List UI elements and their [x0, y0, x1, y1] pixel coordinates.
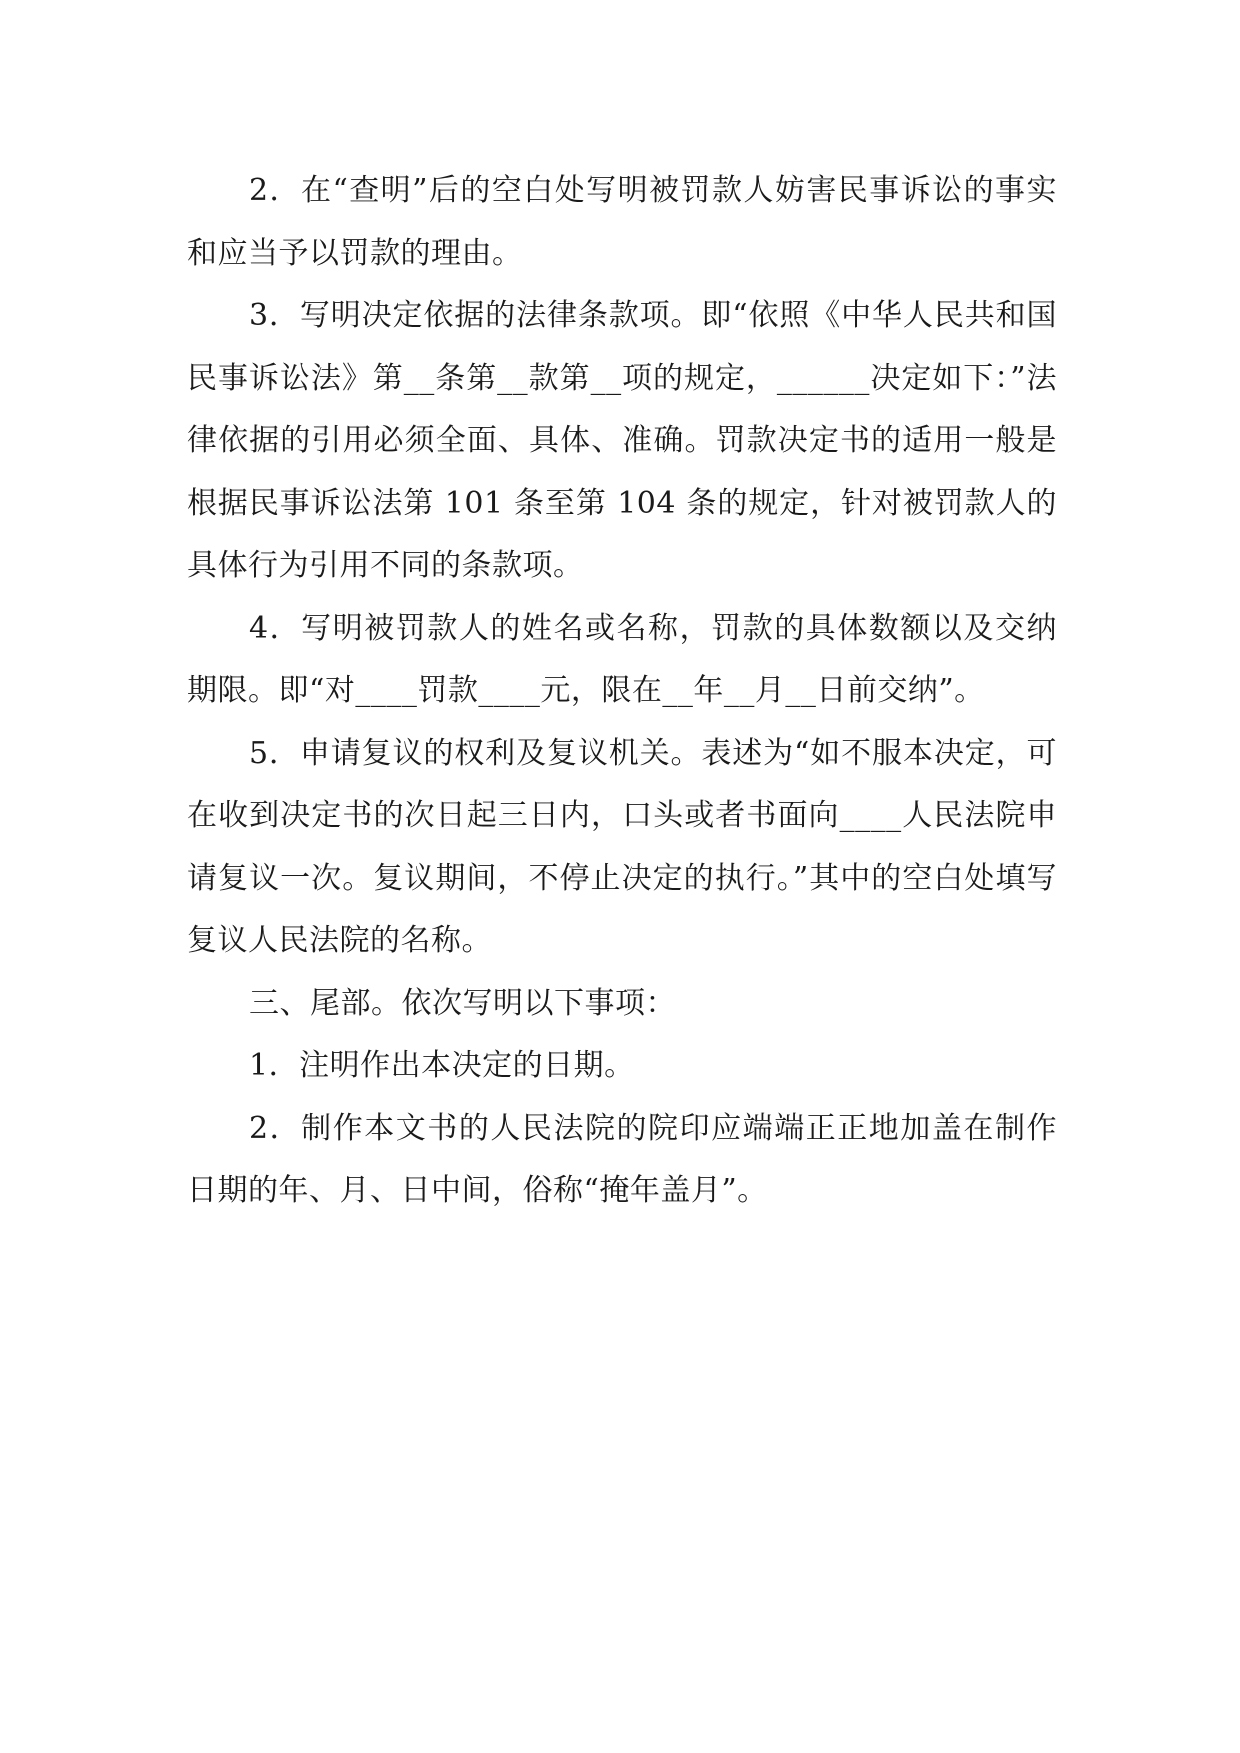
paragraph-item-4-fine-amount: 4．写明被罚款人的姓名或名称，罚款的具体数额以及交纳期限。即“对____罚款____元，限在__年__月__日前交纳”。 — [187, 610, 1057, 708]
paragraph-closing-item-1-date: 1．注明作出本决定的日期。 — [249, 1048, 635, 1083]
paragraph-item-2-facts: 2．在“查明”后的空白处写明被罚款人妨害民事诉讼的事实和应当予以罚款的理由。 — [187, 173, 1057, 271]
section-heading-closing: 三、尾部。依次写明以下事项： — [249, 985, 676, 1021]
paragraph-closing-item-2-seal: 2．制作本文书的人民法院的院印应端端正正地加盖在制作日期的年、月、日中间，俗称“掩年盖月”。 — [187, 1110, 1057, 1208]
paragraph-item-5-review-rights: 5．申请复议的权利及复议机关。表述为“如不服本决定，可在收到决定书的次日起三日内，口头或者书面向____人民法院申请复议一次。复议期间，不停止决定的执行。”其中的空白处填写复议人民法院的名称。 — [187, 735, 1057, 958]
paragraph-item-3-legal-basis: 3．写明决定依据的法律条款项。即“依照《中华人民共和国民事诉讼法》第__条第__款第__项的规定，______决定如下：”法律依据的引用必须全面、具体、准确。罚款决定书的适用一般是根据民事诉讼法第 101 条至第 104 条的规定，针对被罚款人的具体行为引用不同的条款项。 — [187, 298, 1057, 583]
document-body — [187, 160, 1057, 1223]
